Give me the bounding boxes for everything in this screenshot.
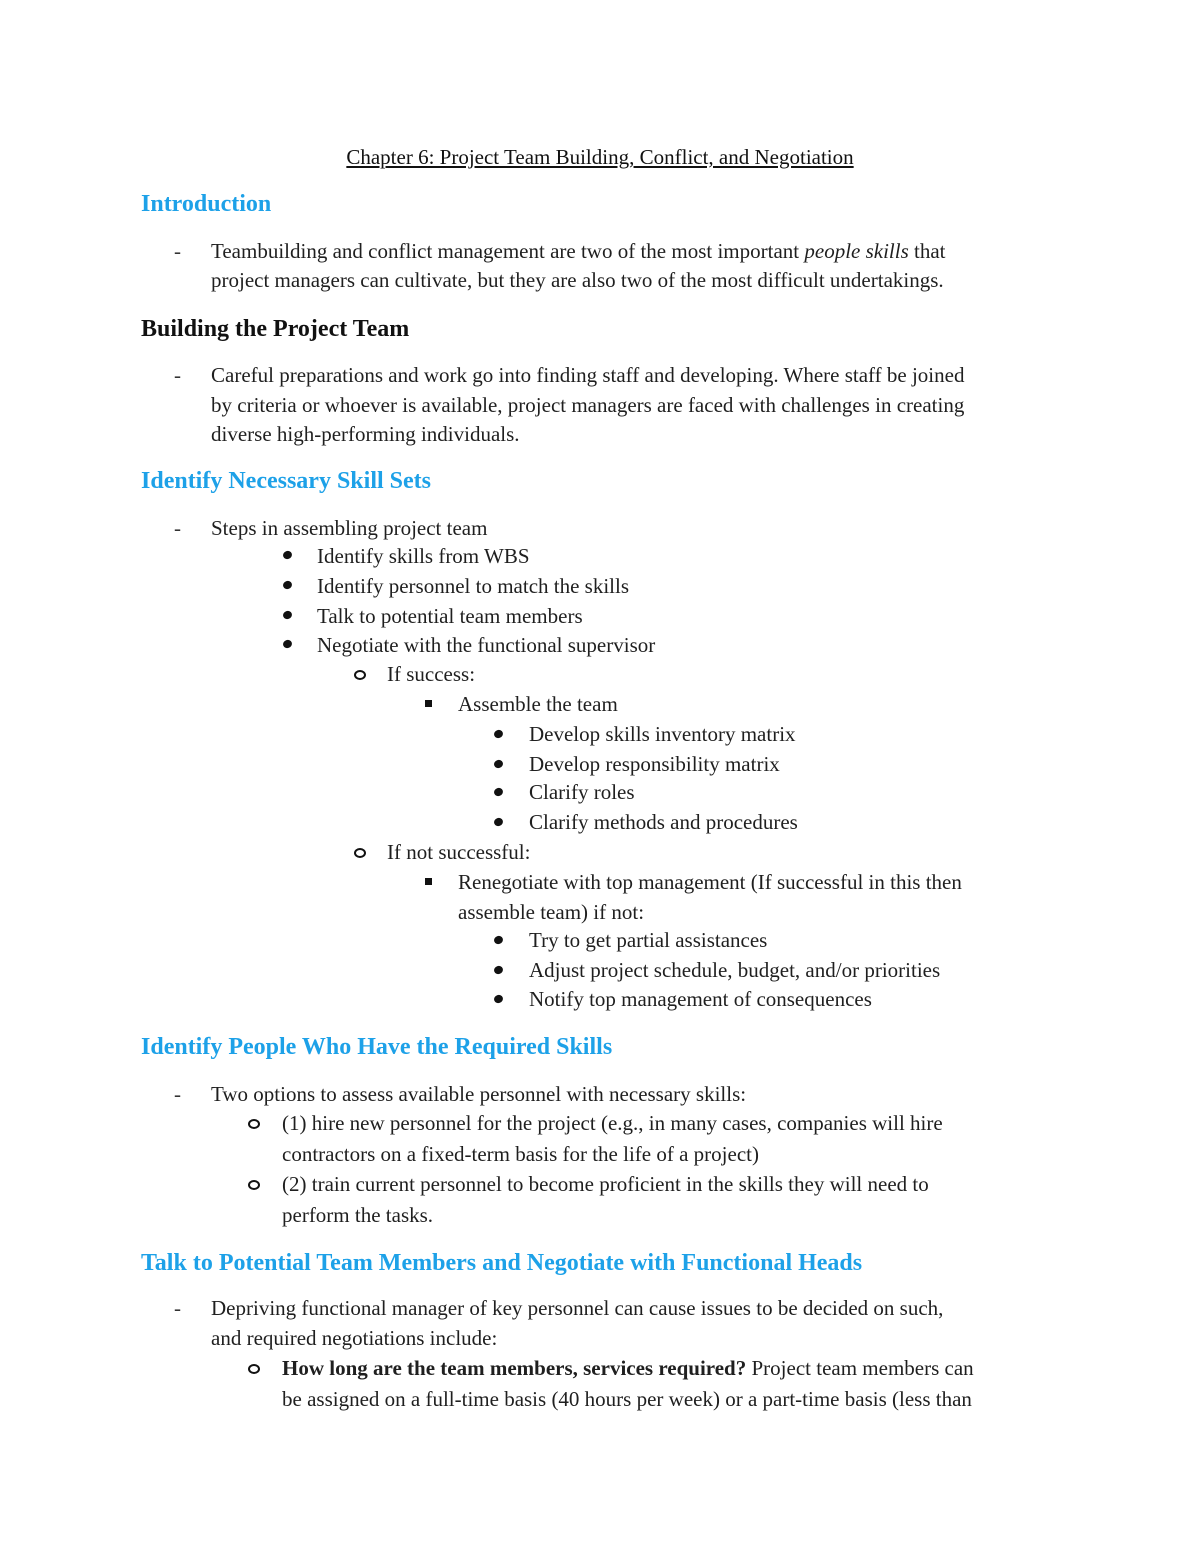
renegotiate-line-2: assemble team) if not: [458, 900, 645, 924]
dash-bullet: - [174, 516, 181, 540]
heading-talk-negotiate: Talk to Potential Team Members and Negotiate with Functional Heads [141, 1250, 863, 1276]
dash-bullet: - [174, 363, 181, 387]
bullet-dot-icon [493, 965, 504, 976]
fail-item: Adjust project schedule, budget, and/or priorities [529, 958, 941, 982]
option-2-line-1: (2) train current personnel to become proficient in the skills they will need to [282, 1172, 929, 1196]
skills-intro: Steps in assembling project team [211, 516, 488, 540]
success-item: Clarify roles [529, 780, 635, 804]
bullet-dot-icon [282, 610, 293, 621]
bullet-dot-icon [282, 580, 293, 591]
bullet-ring-icon [354, 848, 366, 858]
bullet-square-icon [425, 878, 432, 885]
bullet-dot-icon [282, 550, 293, 561]
dash-bullet: - [174, 1082, 181, 1106]
bullet-dot-icon [493, 729, 504, 740]
dash-bullet: - [174, 239, 181, 263]
renegotiate-line-1: Renegotiate with top management (If successful in this then [458, 870, 962, 894]
bullet-ring-icon [248, 1119, 260, 1129]
talk-intro-line-2: and required negotiations include: [211, 1326, 498, 1350]
fail-item: Notify top management of consequences [529, 987, 872, 1011]
option-2-line-2: perform the tasks. [282, 1203, 434, 1227]
option-1-line-1: (1) hire new personnel for the project (e.g., in many cases, companies will hire [282, 1111, 943, 1135]
building-line-1: Careful preparations and work go into finding staff and developing. Where staff be joined [211, 363, 965, 387]
success-item: Clarify methods and procedures [529, 810, 798, 834]
if-success-label: If success: [387, 662, 476, 686]
dash-bullet: - [174, 1296, 181, 1320]
bullet-ring-icon [354, 670, 366, 680]
success-item: Develop skills inventory matrix [529, 722, 796, 746]
step-item: Identify skills from WBS [317, 544, 530, 568]
heading-building-project-team: Building the Project Team [141, 316, 410, 342]
bullet-dot-icon [493, 817, 504, 828]
building-line-2: by criteria or whoever is available, project managers are faced with challenges in creating [211, 393, 965, 417]
bullet-dot-icon [493, 935, 504, 946]
heading-skill-sets: Identify Necessary Skill Sets [141, 468, 431, 494]
step-item: Talk to potential team members [317, 604, 583, 628]
bullet-dot-icon [493, 787, 504, 798]
intro-line-1: Teambuilding and conflict management are two of the most important people skills that [211, 239, 946, 263]
intro-line-2: project managers can cultivate, but they are also two of the most difficult undertakings. [211, 268, 944, 292]
bullet-dot-icon [493, 759, 504, 770]
bullet-dot-icon [282, 639, 293, 650]
if-not-successful-label: If not successful: [387, 840, 531, 864]
success-item: Develop responsibility matrix [529, 752, 780, 776]
building-line-3: diverse high-performing individuals. [211, 422, 520, 446]
bullet-square-icon [425, 700, 432, 707]
option-1-line-2: contractors on a fixed-term basis for the life of a project) [282, 1142, 759, 1166]
step-item: Negotiate with the functional supervisor [317, 633, 656, 657]
bullet-ring-icon [248, 1364, 260, 1374]
heading-introduction: Introduction [141, 191, 272, 217]
step-item: Identify personnel to match the skills [317, 574, 630, 598]
bullet-ring-icon [248, 1180, 260, 1190]
question-line-1: How long are the team members, services required? Project team members can [282, 1356, 974, 1380]
question-line-2: be assigned on a full-time basis (40 hours per week) or a part-time basis (less than [282, 1387, 972, 1411]
bullet-dot-icon [493, 994, 504, 1005]
talk-intro-line-1: Depriving functional manager of key personnel can cause issues to be decided on such, [211, 1296, 944, 1320]
people-intro: Two options to assess available personnel with necessary skills: [211, 1082, 747, 1106]
heading-required-skills: Identify People Who Have the Required Skills [141, 1034, 613, 1060]
page-title: Chapter 6: Project Team Building, Conflict, and Negotiation [346, 145, 854, 169]
fail-item: Try to get partial assistances [529, 928, 768, 952]
assemble-team: Assemble the team [458, 692, 618, 716]
